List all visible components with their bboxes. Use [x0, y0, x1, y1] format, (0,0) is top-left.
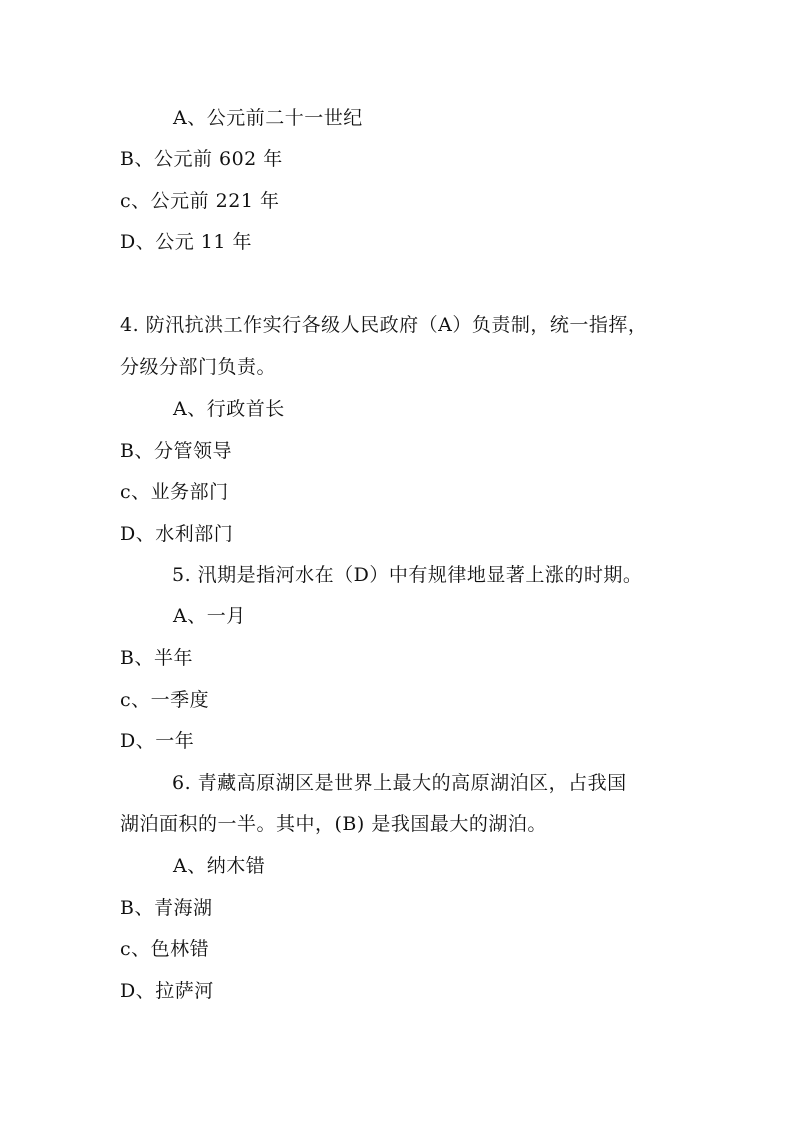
question-5: 5. 汛期是指河水在（D）中有规律地显著上涨的时期。 [172, 564, 643, 586]
option-c-q5: c、一季度 [120, 689, 210, 711]
option-b-q6: B、青海湖 [120, 897, 213, 919]
option-b-q5: B、半年 [120, 647, 193, 669]
option-a-q4: A、行政首长 [173, 398, 285, 420]
option-b-q3: B、公元前 602 年 [120, 148, 283, 170]
option-a-q3: A、公元前二十一世纪 [173, 107, 363, 129]
question-6-line-2: 湖泊面积的一半。其中，(B) 是我国最大的湖泊。 [120, 813, 547, 835]
question-4-line-1: 4. 防汛抗洪工作实行各级人民政府（A）负责制，统一指挥， [120, 314, 648, 336]
option-d-q5: D、一年 [120, 730, 195, 752]
option-a-q5: A、一月 [173, 605, 246, 627]
option-d-q6: D、拉萨河 [120, 980, 214, 1002]
option-c-q6: c、色林错 [120, 938, 210, 960]
option-a-q6: A、纳木错 [173, 855, 266, 877]
option-c-q4: c、业务部门 [120, 481, 229, 503]
option-d-q4: D、水利部门 [120, 523, 234, 545]
option-c-q3: c、公元前 221 年 [120, 190, 280, 212]
question-4-line-2: 分级分部门负责。 [120, 356, 277, 378]
question-6-line-1: 6. 青藏高原湖区是世界上最大的高原湖泊区，占我国 [172, 772, 627, 794]
option-d-q3: D、公元 11 年 [120, 231, 252, 253]
option-b-q4: B、分管领导 [120, 440, 232, 462]
